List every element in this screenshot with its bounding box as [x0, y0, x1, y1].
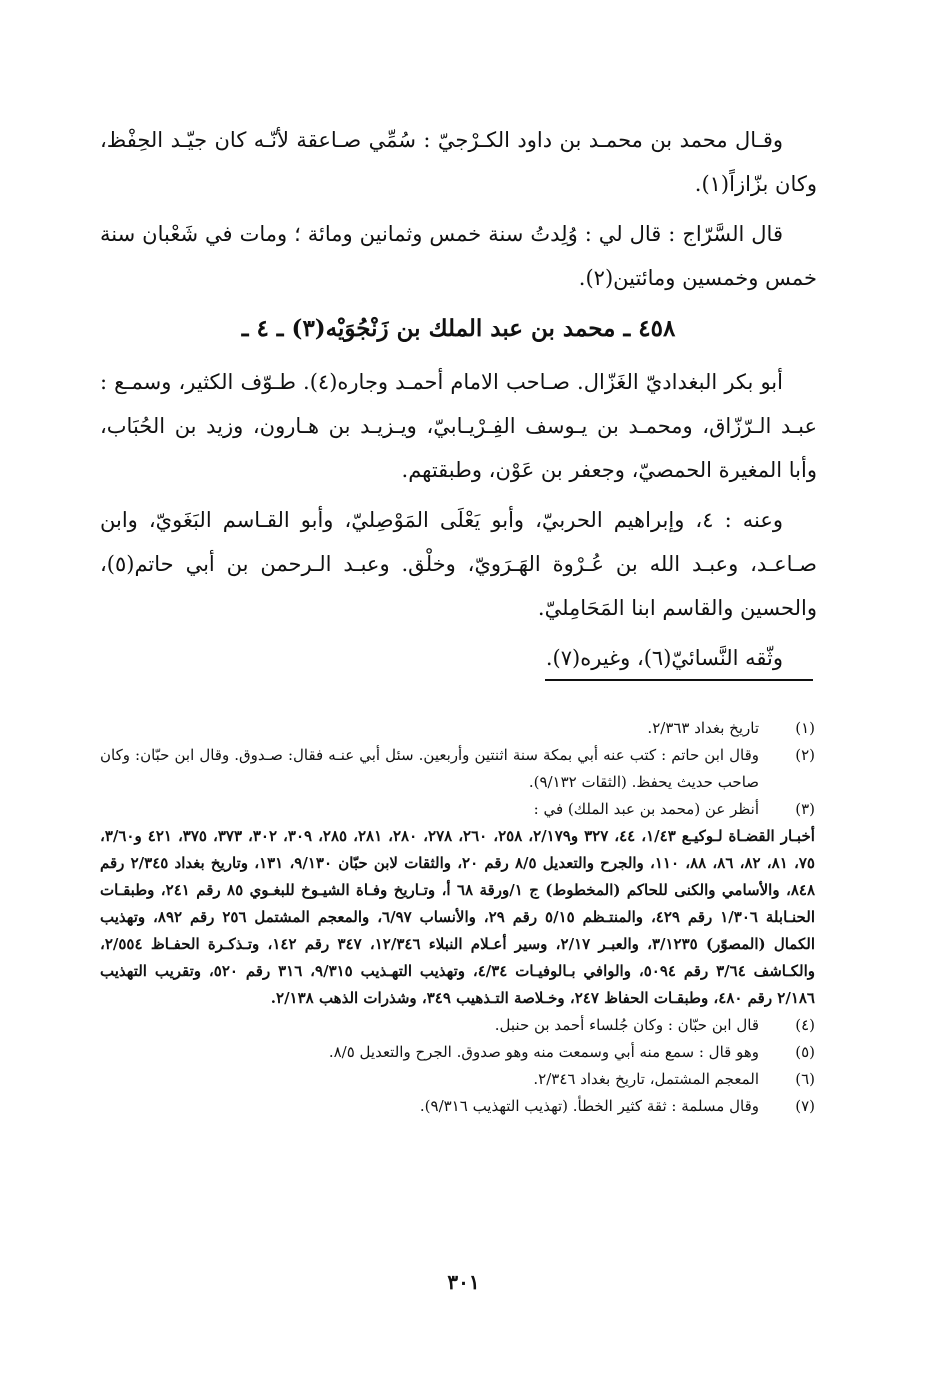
- footnote-number: (٦): [795, 1070, 815, 1088]
- footnote-item: [100, 742, 817, 796]
- footnote-text: تاريخ بغداد ٢/٣٦٣.: [647, 719, 759, 737]
- footnote-text: وهو قال : سمع منه أبي وسمعت منه وهو صدوق. الجرح والتعديل ٨/٥.: [328, 1043, 759, 1061]
- footnote-item: [100, 1039, 817, 1066]
- paragraph-1: وقـال محمد بن محمـد بن داود الكـرْجيّ : سُمِّي صـاعقة لأنّـه كان جيّـد الحِفْظ، وكان بزّازاً(١).: [100, 128, 817, 196]
- footnote-number: (٥): [795, 1043, 815, 1061]
- page-number: ٣٠١: [447, 1270, 480, 1294]
- entry-heading: ٤٥٨ ـ محمد بن عبد الملك بن زَنْجُوَيْه(٣) ـ ٤ ـ: [241, 315, 676, 342]
- footnote-text: وقال مسلمة : ثقة كثير الخطأ. (تهذيب التهذيب ٩/٣١٦).: [419, 1097, 759, 1115]
- footnotes: [100, 715, 817, 1120]
- paragraph-2: قال السَّرّاج : قال لي : وُلِدتُ سنة خمس وثمانين ومائة ؛ ومات في شَعْبان سنة خمس وخمسين ومائتين(٢).: [100, 222, 817, 290]
- paragraph-5: وثّقه النَّسائيّ(٦)، وغيره(٧).: [545, 646, 783, 670]
- footnote-text: المعجم المشتمل، تاريخ بغداد ٢/٣٤٦.: [533, 1070, 759, 1088]
- footnote-item: [100, 796, 817, 823]
- footnote-number: (٢): [795, 746, 815, 764]
- footnote-item: [100, 1066, 817, 1093]
- references-list: أخبـار القضـاة لـوكيـع ١/٤٣، ٤٤، ٣٢٧ و٢/١٧٩، ٢٥٨، ٢٦٠، ٢٧٨، ٢٨٠، ٢٨١، ٢٨٥، ٣٠٩، ٣٠٢، ٣٧٣، ٣٧٥، ٤٢١ و٣/٦٠، ٧٥، ٨١، ٨٢، ٨٦، ٨٨، ١١٠، والجرح والتعديل ٨/٥ رقم ٢٠، والثقات لابن حبّان ٩/١٣٠، ١٣١، وتاريخ بغداد ٢/٣٤٥ رقم ٨٤٨، والأسامي والكنى للحاكم (المخطوط) ج ١/ورقة ٦٨ أ، وتـاريخ وفـاة الشيـوخ للبغـوي ٨٥ رقم ٢٤١، وطبقـات الحنـابلة ١/٣٠٦ رقم ٤٢٩، والمنتـظم ٥/١٥ رقم ٢٩، والأنساب ٦/٩٧، والمعجم المشتمل ٢٥٦ رقم ٨٩٢، وتهذيب الكمال (المصوّر) ٣/١٢٣٥، والعبـر ٢/١٧، وسير أعـلام النبلاء ١٢/٣٤٦، ٣٤٧ رقم ١٤٢، وتـذكـرة الحفـاظ ٢/٥٥٤، والكـاشف ٣/٦٤ رقم ٥٠٩٤، والوافي بـالوفيـات ٤/٣٤، وتهذيب التهـذيب ٩/٣١٥، ٣١٦ رقم ٥٢٠، وتقريب التهذيب ٢/١٨٦ رقم ٤٨٠، وطبقـات الحفاظ ٢٤٧، وخـلاصة التـذهيب ٣٤٩، وشذرات الذهب ٢/١٣٨.: [100, 827, 815, 1007]
- footnote-number: (٤): [795, 1016, 815, 1034]
- footnote-number: (٧): [795, 1097, 815, 1115]
- footnote-text: قال ابن حبّان : وكان جُلساء أحمد بن حنبل.: [494, 1016, 759, 1034]
- footnote-number: (١): [795, 719, 815, 737]
- footnote-text: وقال ابن حاتم : كتب عنه أبي بمكة سنة اثنتين وأربعين. سئل أبي عنـه فقال: صـدوق. وقال ابن حبّان: وكان صاحب حديث يحفظ. (الثقات ٩/١٣٢).: [100, 746, 759, 791]
- footnote-number: (٣): [795, 800, 815, 818]
- footnote-separator: [545, 679, 813, 681]
- footnote-item: [100, 715, 817, 742]
- footnote-item: [100, 1093, 817, 1120]
- main-text: [100, 118, 817, 686]
- paragraph-4: وعنه : ٤، وإبراهيم الحربيّ، وأبو يَعْلَى المَوْصِليّ، وأبو القـاسم البَغَويّ، وابن صـاعـد، وعبـد الله بن عُـرْوة الهَـرَويّ، وخلْق. وعبـد الـرحمن بن أبي حاتم(٥)، والحسين والقاسم ابنا المَحَامِليّ.: [100, 508, 817, 620]
- paragraph-3: أبو بكر البغداديّ الغَزّال. صـاحب الامام أحمـد وجاره(٤). طـوّف الكثير، وسمـع : عبـد الـرّزّاق، ومحمـد بن يـوسف الفِـرْيـابيّ، ويـزيـد بن هـارون، وزيد بن الحُبَاب، وأبا المغيرة الحمصيّ، وجعفر بن عَوْن، وطبقتهم.: [100, 370, 817, 482]
- footnote-text: أنظر عن (محمد بن عبد الملك) في :: [533, 800, 759, 818]
- footnote-item: [100, 1012, 817, 1039]
